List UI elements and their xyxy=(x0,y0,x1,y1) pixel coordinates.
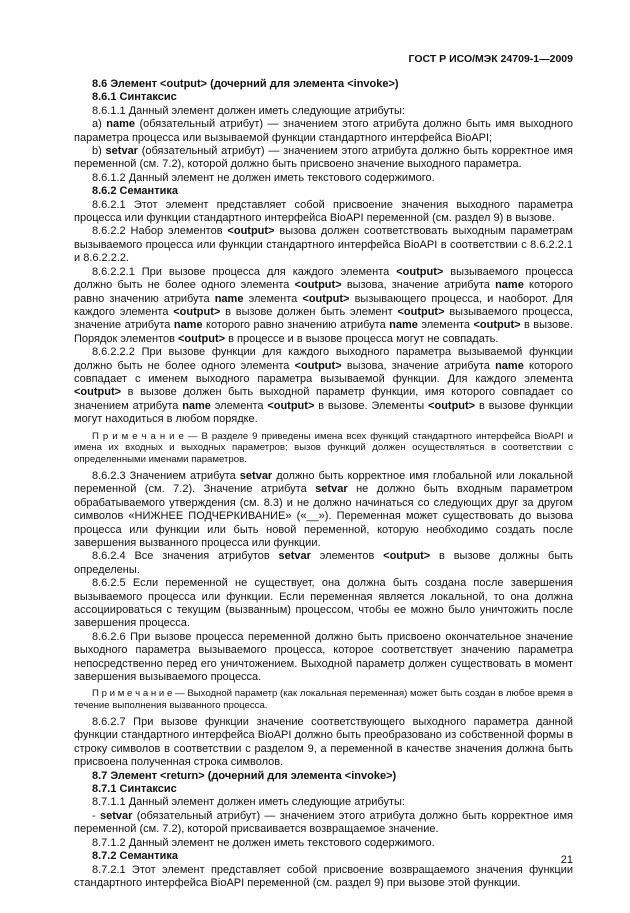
text-run: <output> xyxy=(428,399,476,412)
document-body xyxy=(74,78,573,890)
text-run: 8.6.2.2.2 При вызове функции для каждого выходного параметра вызываемой функции должно быть не более одного элемента xyxy=(74,346,573,372)
text-run: 8.6.2.2 Набор элементов xyxy=(92,225,228,238)
section-heading xyxy=(74,78,573,91)
paragraph xyxy=(74,145,573,172)
text-run: name xyxy=(173,319,203,332)
text-run: 8.6.2.3 Значением атрибута xyxy=(92,469,240,482)
text-run: <output> xyxy=(294,359,342,372)
text-run: 8.6.2.2.1 При вызове процесса для каждого элемента xyxy=(92,265,397,278)
paragraph xyxy=(74,470,573,550)
text-run: в вызове должны быть определены. xyxy=(74,550,573,576)
text-run: элемента xyxy=(417,319,474,332)
note-paragraph xyxy=(74,431,573,466)
text-run: 8.7.1.1 Данный элемент должен иметь следующие атрибуты: xyxy=(92,796,405,809)
text-run: name xyxy=(214,292,244,305)
text-run: 8.7.1 Синтаксис xyxy=(92,783,177,796)
text-run: 8.6.2.6 При вызове процесса переменной должно быть присвоено окончательное значение выходного параметра вызываемого процесса, которое соответствует значению параметра непосредственно перед его уничтожением. Выходной параметр должен существовать в момент завершения вызываемого процесса. xyxy=(74,630,573,684)
text-run: b) xyxy=(92,145,106,158)
text-run: которого равно значению атрибута xyxy=(202,319,390,332)
text-run: 8.7 Элемент <return> (дочерний для элемента <invoke>) xyxy=(92,769,397,782)
text-run: <output> xyxy=(473,319,521,332)
text-run: 8.6.2.1 Этот элемент представляет собой присвоение значения выходного параметра процесса или функции стандартного интерфейса BioAPI переменной (см. раздел 9) в вызове. xyxy=(74,198,573,225)
text-run: должно быть корректное имя глобальной или локальной переменной (см. 7.2). Значение атрибута xyxy=(74,469,573,496)
text-run: <output> xyxy=(396,265,444,278)
paragraph xyxy=(74,577,573,631)
text-run: <output> xyxy=(294,279,342,292)
text-run: в вызове должен быть элемент xyxy=(220,305,398,318)
section-heading xyxy=(74,783,573,796)
document-header: ГОСТ Р ИСО/МЭК 24709-1—2009 xyxy=(408,53,573,65)
paragraph xyxy=(74,837,573,850)
text-run: (обязательный атрибут) — значением этого атрибута должно быть корректное имя переменной (см. 7.2), которой присваивается возвращаемое значение. xyxy=(74,809,573,836)
paragraph xyxy=(74,631,573,685)
text-run: в вызове. Порядок элементов xyxy=(74,319,573,345)
text-run: вызова, значение атрибута xyxy=(341,359,496,372)
text-run: элемента xyxy=(210,399,268,412)
text-run: в вызове. Элементы xyxy=(314,399,429,412)
paragraph xyxy=(74,796,573,809)
text-run: setvar xyxy=(278,550,311,563)
text-run: 8.7.2 Семантика xyxy=(92,850,178,863)
paragraph xyxy=(74,225,573,265)
text-run: в вызове функции могут находиться в любом порядке. xyxy=(74,399,573,426)
paragraph xyxy=(74,118,573,145)
text-run: 8.6.1 Синтаксис xyxy=(92,91,177,104)
text-run: <output> xyxy=(74,386,122,399)
text-run: а) xyxy=(92,118,107,131)
paragraph xyxy=(74,172,573,185)
section-heading xyxy=(74,91,573,104)
text-run: (обязательный атрибут) — значением этого атрибута должно быть корректное имя переменной (см. 7.2), которой должно быть присвоено значение выходного параметра. xyxy=(74,145,573,171)
text-run: <output> xyxy=(302,292,350,305)
text-run: 8.6.1.1 Данный элемент должен иметь следующие атрибуты: xyxy=(92,104,405,117)
section-heading xyxy=(74,770,573,783)
text-run: name xyxy=(389,319,418,332)
text-run: <output> xyxy=(397,305,445,318)
text-run: 8.6.2.7 При вызове функции значение соответствующего выходного параметра данной функции стандартного интерфейса BioAPI должно быть преобразовано из собственной формы в строку символов в соответствии с разделом 9, а переменной в качестве значения должна быть присвоена полученная строка символов. xyxy=(74,716,573,769)
text-run: в процессе и в вызове процесса могут не совпадать. xyxy=(225,332,499,345)
text-run: вызова должен соответствовать выходным параметрам вызываемого процесса или функции стандартного интерфейса BioAPI в соответствии с 8.6.2.2.1 и 8.6.2.2.2. xyxy=(74,225,573,265)
text-run: <output> xyxy=(173,305,221,318)
text-run: которого совпадает с именем выходного параметра вызываемой функции. Для каждого элемента xyxy=(74,359,573,385)
text-run: - xyxy=(92,809,100,822)
text-run: setvar xyxy=(105,145,138,158)
paragraph xyxy=(74,810,573,837)
text-run: не должно быть входным параметром обрабатываемого утверждения (см. 8.3) и не должно начинаться со следующих друг за другом символов «НИЖНЕЕ ПОДЧЕРКИВАНИЕ» («__»). Переменная может существовать до вызова процесса или функции или быть новой переменной, которую необходимо создать после завершения вызванного процесса или функции. xyxy=(74,483,573,549)
text-run: 8.6.1.2 Данный элемент не должен иметь текстового содержимого. xyxy=(92,171,435,184)
text-run: name xyxy=(182,399,211,412)
paragraph xyxy=(74,864,573,891)
page-number: 21 xyxy=(560,854,573,866)
paragraph xyxy=(74,550,573,577)
text-run: П р и м е ч а н и е — В разделе 9 приведены имена всех функций стандартного интерфейса BioAPI и имена их входных и выходных параметров; вызов функций должен осуществляться в соответствии с определенными именами параметров. xyxy=(74,430,573,466)
paragraph xyxy=(74,346,573,426)
text-run: <output> xyxy=(267,399,315,412)
text-run: name xyxy=(106,118,135,131)
paragraph xyxy=(74,105,573,118)
text-run: П р и м е ч а н и е — Выходной параметр (как локальная переменная) может быть создан в любое время в течение выполнения вызванного процесса. xyxy=(74,688,573,712)
paragraph xyxy=(74,266,573,346)
text-run: <output> xyxy=(383,550,431,563)
text-run: элементов xyxy=(310,550,384,563)
text-run: (обязательный атрибут) — значением этого атрибута должно быть имя выходного параметра процесса или вызываемой функции стандартного интерфейса BioAPI; xyxy=(74,118,573,144)
text-run: setvar xyxy=(239,469,273,482)
section-heading xyxy=(74,185,573,198)
text-run: 8.6 Элемент <output> (дочерний для элемента <invoke>) xyxy=(92,78,399,90)
text-run: в вызове должен быть выходной параметр функции, имя которого совпадает со значением атрибута xyxy=(74,386,573,412)
text-run: <output> xyxy=(177,332,226,345)
text-run: 8.7.1.2 Данный элемент не должен иметь текстового содержимого. xyxy=(92,836,435,849)
text-run: вызываемого процесса должно быть не более одного элемента xyxy=(74,265,574,292)
text-run: setvar xyxy=(99,809,133,822)
text-run: которого равно значению атрибута xyxy=(74,279,573,305)
text-run: name xyxy=(495,359,524,372)
text-run: name xyxy=(495,279,524,292)
text-run: <output> xyxy=(227,225,275,238)
text-run: вызывающего процесса, и наоборот. Для каждого элемента xyxy=(74,292,573,318)
note-paragraph xyxy=(74,688,573,712)
text-run: 8.6.2.5 Если переменной не существует, она должна быть создана после завершения вызываемого процесса или функции. Если переменная является локальной, то она должна ассоциироваться с текущим (вызванным) процессом, чтобы ее можно было уничтожить после завершения процесса. xyxy=(74,577,573,630)
paragraph xyxy=(74,199,573,226)
section-heading xyxy=(74,850,573,863)
text-run: setvar xyxy=(315,483,348,496)
text-run: вызываемого процесса, значение атрибута xyxy=(74,305,573,332)
text-run: 8.6.2.4 Все значения атрибутов xyxy=(92,550,279,563)
text-run: 8.7.2.1 Этот элемент представляет собой присвоение возвращаемого значения функции стандартного интерфейса BioAPI переменной (см. раздел 9) при вызове этой функции. xyxy=(74,863,573,889)
text-run: 8.6.2 Семантика xyxy=(92,185,178,198)
text-run: вызова, значение атрибута xyxy=(341,279,496,292)
text-run: элемента xyxy=(243,292,303,305)
paragraph xyxy=(74,716,573,770)
